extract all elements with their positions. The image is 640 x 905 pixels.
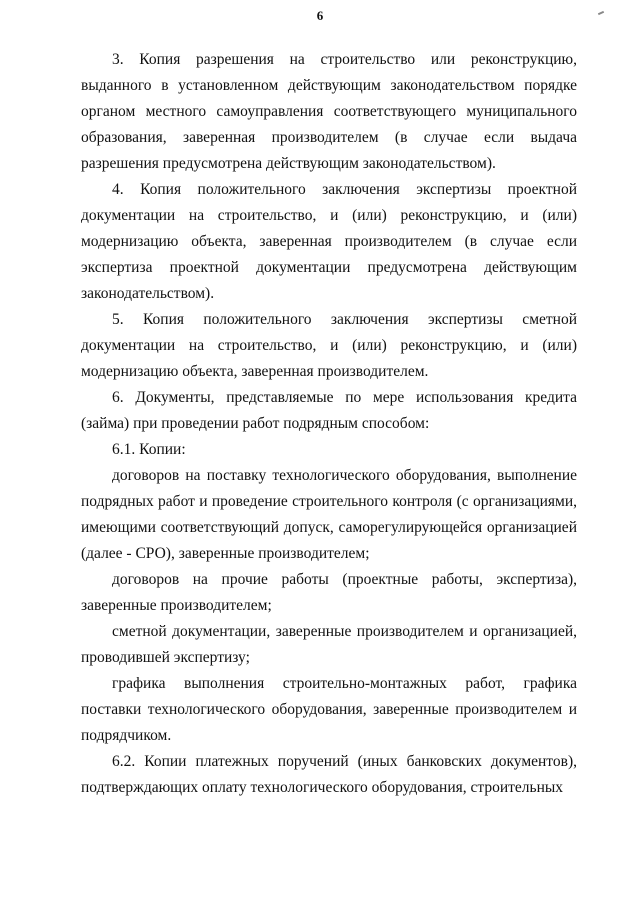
list-item-estimate-docs: сметной документации, заверенные производителем и организацией, проводившей экспертизу; (81, 623, 577, 666)
list-item-supply-contracts: договоров на поставку технологического оборудования, выполнение подрядных работ и проведение строительного контроля (с организациями, имеющими соответствующий допуск, саморегулирующейся организацией (далее - СРО), заверенные производителем; (81, 467, 577, 562)
paragraph-item-5: 5. Копия положительного заключения экспертизы сметной документации на строительство, и (или) реконструкцию, и (или) модернизацию объекта, заверенная производителем. (81, 311, 577, 380)
document-body (81, 47, 577, 801)
paragraph-item-6: 6. Документы, представляемые по мере использования кредита (займа) при проведении работ подрядным способом: (81, 389, 577, 432)
paragraph-item-4: 4. Копия положительного заключения экспертизы проектной документации на строительство, и (или) реконструкцию, и (или) модернизацию объекта, заверенная производителем (в случае если экспертиза проектной документации предусмотрена действующим законодательством). (81, 181, 577, 302)
page-number: 6 (316, 8, 324, 23)
list-item-schedule: графика выполнения строительно-монтажных работ, графика поставки технологического оборудования, заверенные производителем и подрядчиком. (81, 675, 577, 744)
subsection-heading-6-1: 6.1. Копии: (112, 441, 186, 458)
paragraph-item-6-2: 6.2. Копии платежных поручений (иных банковских документов), подтверждающих оплату технологического оборудования, строительных (81, 753, 577, 796)
paragraph-item-3: 3. Копия разрешения на строительство или реконструкцию, выданного в установленном действующим законодательством порядке органом местного самоуправления соответствующего муниципального образования, заверенная производителем (в случае если выдача разрешения предусмотрена действующим законодательством). (81, 51, 577, 172)
list-item-other-contracts: договоров на прочие работы (проектные работы, экспертиза), заверенные производителем; (81, 571, 577, 614)
